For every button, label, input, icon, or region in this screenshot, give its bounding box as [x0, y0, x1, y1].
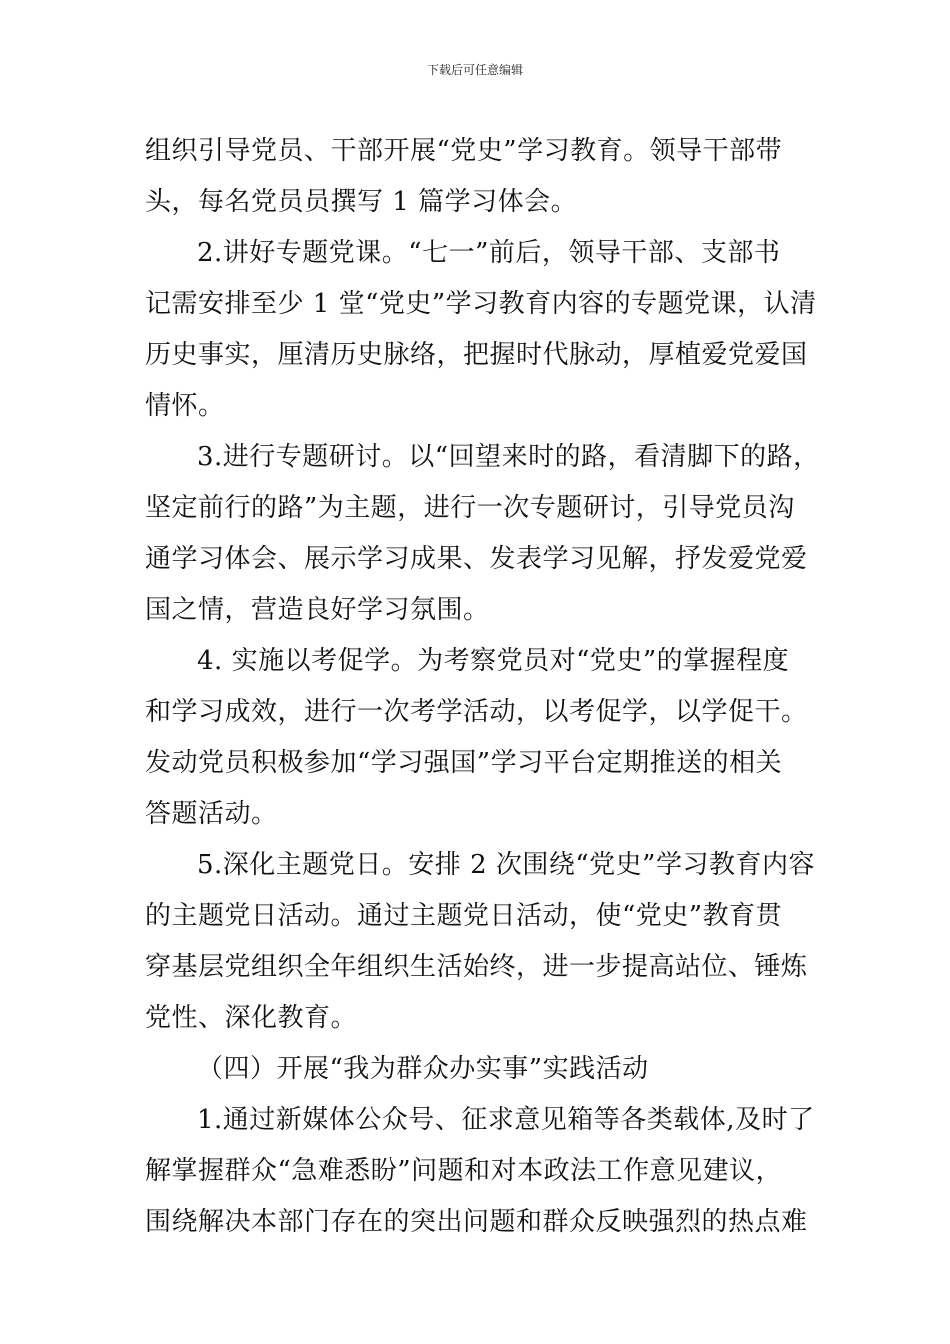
text-line: 通学习体会、展示学习成果、发表学习见解，抒发爱党爱 [145, 544, 808, 574]
text-line: 组织引导党员、干部开展“党史”学习教育。领导干部带 [145, 136, 783, 166]
text-line-item-1: 1.通过新媒体公众号、征求意见箱等各类载体,及时了 [197, 1105, 815, 1135]
text-line: 围绕解决本部门存在的突出问题和群众反映强烈的热点难 [145, 1207, 808, 1237]
text-line: 和学习成效，进行一次考学活动，以考促学，以学促干。 [145, 697, 808, 727]
text-line: 记需安排至少 1 堂“党史”学习教育内容的专题党课，认清 [145, 289, 817, 319]
text-line: 发动党员积极参加“学习强国”学习平台定期推送的相关 [145, 748, 783, 778]
text-line-item-2: 2.讲好专题党课。“七一”前后，领导干部、支部书 [197, 238, 781, 268]
text-line-item-4: 4. 实施以考促学。为考察党员对“党史”的掌握程度 [197, 646, 790, 676]
text-line: 解掌握群众“急难悉盼”问题和对本政法工作意见建议， [145, 1156, 783, 1186]
text-line: 头，每名党员员撰写 1 篇学习体会。 [145, 187, 578, 217]
section-heading: （四）开展“我为群众办实事”实践活动 [197, 1054, 649, 1084]
text-line-item-5: 5.深化主题党日。安排 2 次围绕“党史”学习教育内容 [197, 850, 815, 880]
text-line: 坚定前行的路”为主题，进行一次专题研讨，引导党员沟 [145, 493, 795, 523]
text-line: 的主题党日活动。通过主题党日活动，使“党史”教育贯 [145, 901, 783, 931]
text-line: 情怀。 [145, 391, 225, 421]
text-line: 党性、深化教育。 [145, 1003, 358, 1033]
document-body [145, 128, 825, 1250]
text-line: 答题活动。 [145, 799, 278, 829]
page-header: 下载后可任意编辑 [426, 63, 523, 77]
text-line-item-3: 3.进行专题研讨。以“回望来时的路，看清脚下的路， [197, 442, 820, 472]
text-line: 穿基层党组织全年组织生活始终，进一步提高站位、锤炼 [145, 952, 808, 982]
text-line: 历史事实，厘清历史脉络，把握时代脉动，厚植爱党爱国 [145, 340, 808, 370]
text-line: 国之情，营造良好学习氛围。 [145, 595, 490, 625]
